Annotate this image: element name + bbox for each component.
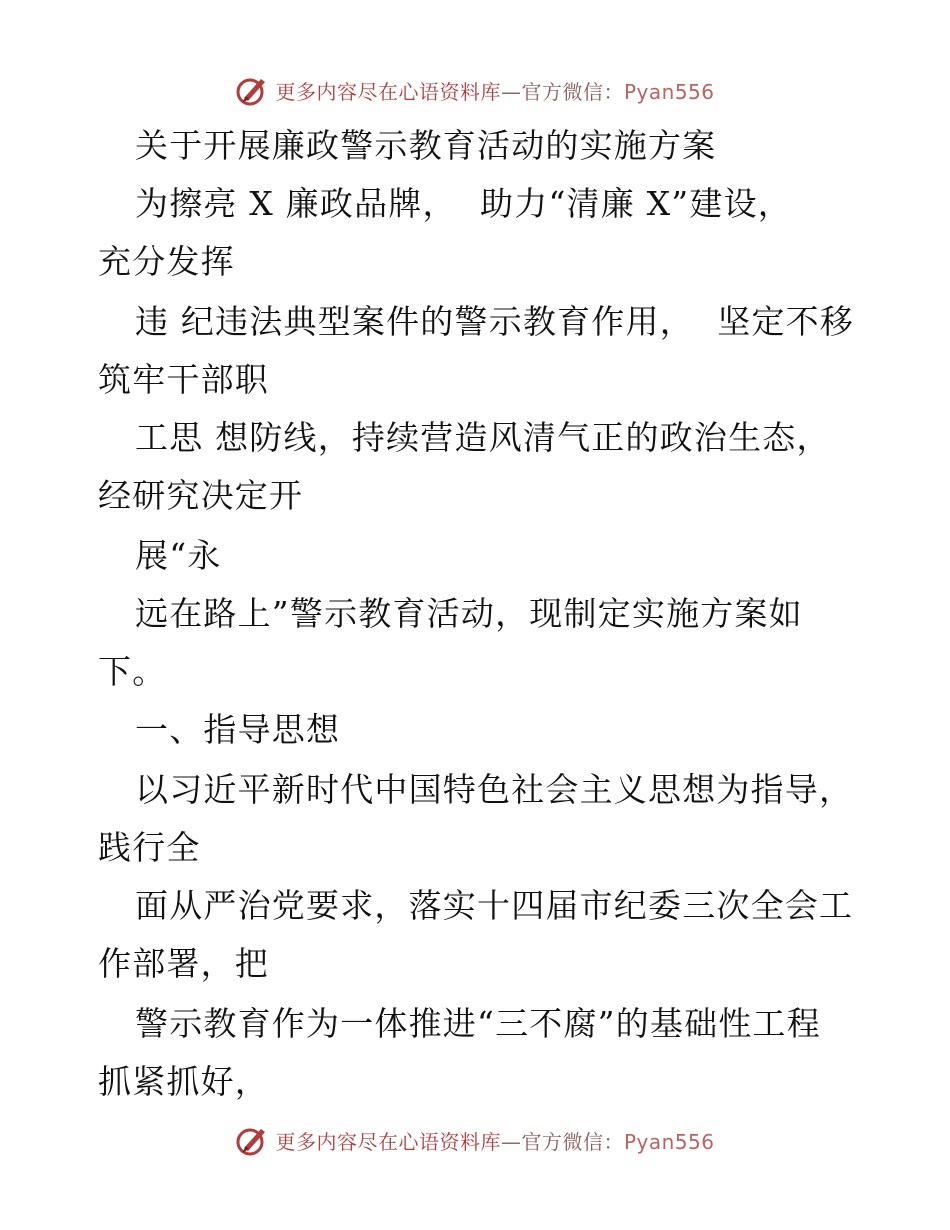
doc-line: 充分发挥: [98, 242, 235, 281]
header-banner: [0, 70, 950, 110]
doc-line: 为擦亮 X 廉政品牌， 助力“清廉 X”建设，: [135, 184, 792, 223]
doc-line: 以习近平新时代中国特色社会主义思想为指导，: [135, 770, 854, 809]
doc-line: 面从严治党要求，落实十四届市纪委三次全会工: [135, 886, 854, 925]
section-heading: 一、指导思想: [135, 710, 341, 749]
separator-dash: —: [500, 79, 522, 104]
brand-text: 更多内容尽在心语资料库: [275, 79, 501, 104]
doc-line: 工思 想防线，持续营造风清气正的政治生态，: [135, 418, 831, 457]
header-banner-text: [275, 76, 714, 105]
doc-line: 筑牢干部职: [98, 360, 269, 399]
quill-pen-logo-icon: [235, 73, 269, 107]
doc-line: 践行全: [98, 828, 201, 867]
doc-line: 远在路上”警示教育活动，现制定实施方案如: [135, 594, 803, 633]
footer-banner-text: [275, 1126, 714, 1155]
wechat-label: 官方微信：: [521, 79, 624, 104]
footer-banner: [0, 1120, 950, 1160]
brand-text: 更多内容尽在心语资料库: [275, 1129, 501, 1154]
doc-title: 关于开展廉政警示教育活动的实施方案: [135, 126, 717, 165]
wechat-handle: Pyan556: [623, 1129, 715, 1154]
doc-line: 作部署，把: [98, 944, 269, 983]
doc-line: 违 纪违法典型案件的警示教育作用， 坚定不移: [135, 302, 855, 341]
doc-line: 警示教育作为一体推进“三不腐”的基础性工程: [135, 1004, 821, 1043]
doc-line: 展“永: [135, 536, 222, 575]
separator-dash: —: [500, 1129, 522, 1154]
wechat-handle: Pyan556: [623, 79, 715, 104]
quill-pen-logo-icon: [235, 1123, 269, 1157]
doc-line: 下。: [98, 652, 167, 691]
wechat-label: 官方微信：: [521, 1129, 624, 1154]
doc-line: 经研究决定开: [98, 476, 304, 515]
doc-line: 抓紧抓好，: [98, 1062, 269, 1101]
